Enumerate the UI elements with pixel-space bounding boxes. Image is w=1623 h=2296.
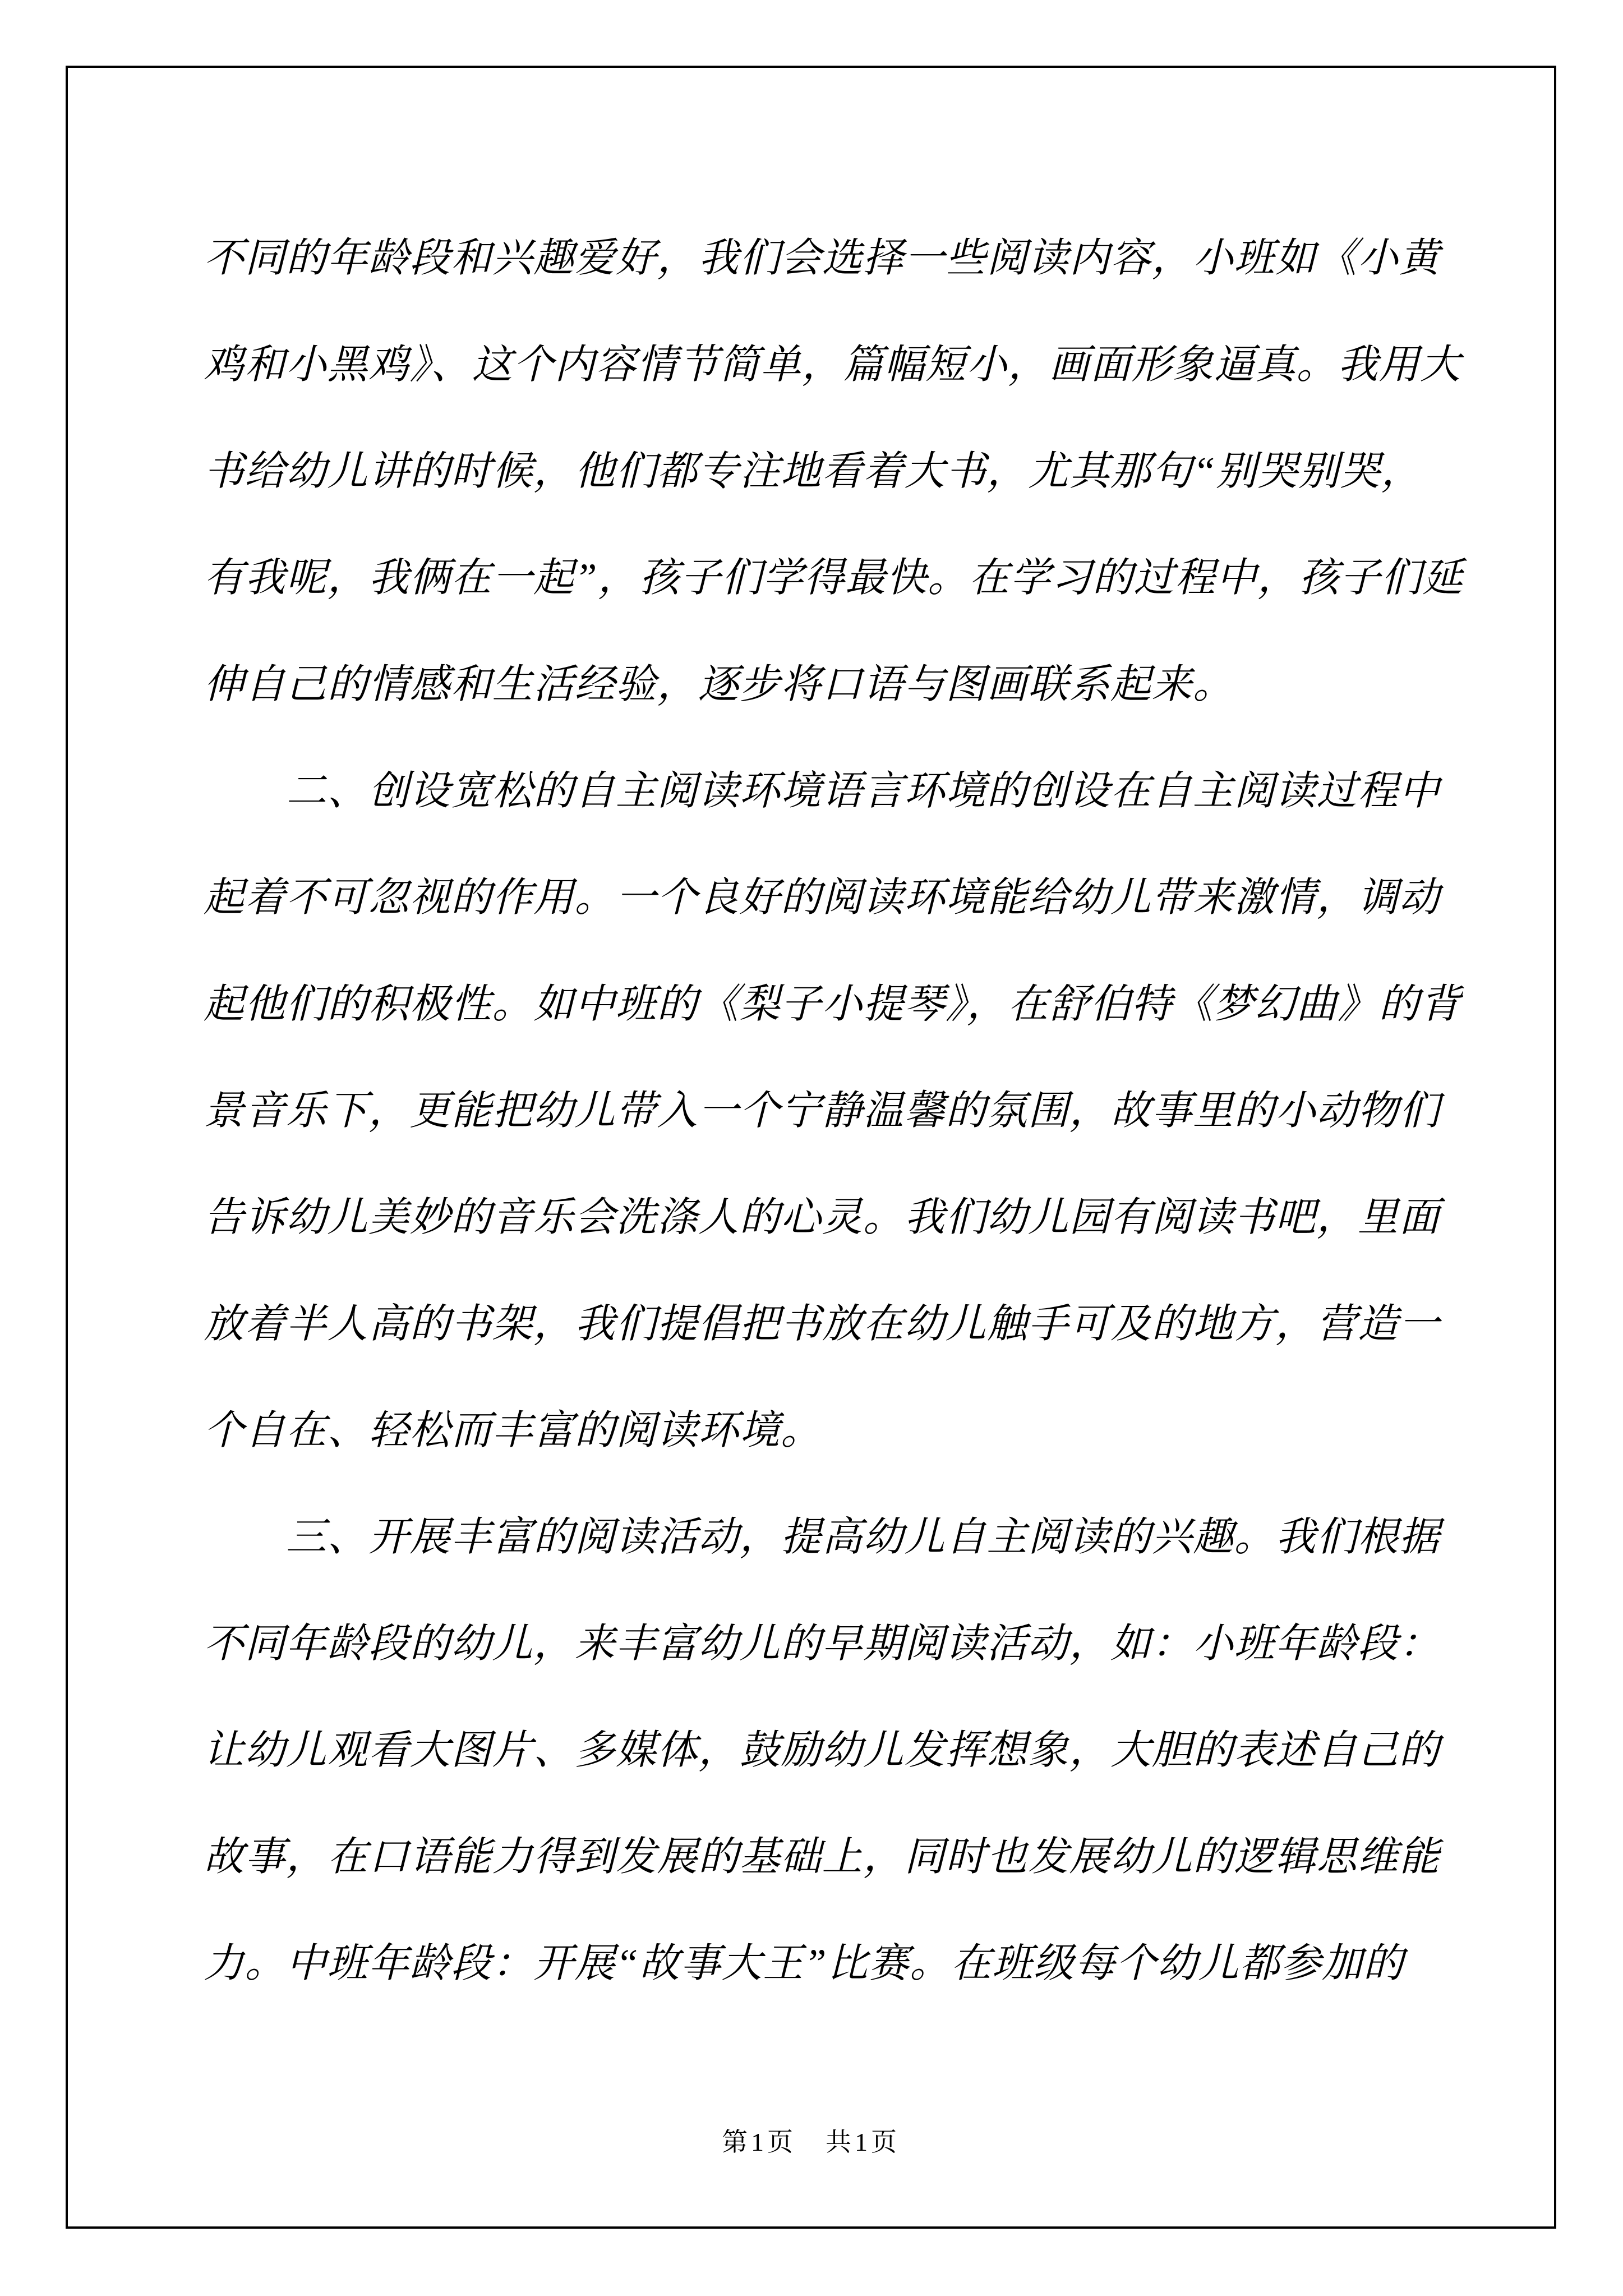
text-line: 放着半人高的书架，我们提倡把书放在幼儿触手可及的地方，营造一	[204, 1301, 1441, 1346]
page-footer	[68, 2123, 1554, 2162]
text-line: 二、创设宽松的自主阅读环境语言环境的创设在自主阅读过程中	[286, 769, 1441, 813]
text-line: 景音乐下，更能把幼儿带入一个宁静温馨的氛围，故事里的小动物们	[204, 1088, 1441, 1133]
text-line: 伸自己的情感和生活经验，逐步将口语与图画联系起来。	[204, 662, 1234, 707]
paragraph	[204, 205, 1488, 738]
text-line: 起他们的积极性。如中班的《梨子小提琴》，在舒伯特《梦幻曲》的背	[204, 982, 1461, 1027]
page-number-label: 第1页 共1页	[722, 2128, 900, 2156]
text-line: 起着不可忽视的作用。一个良好的阅读环境能给幼儿带来激情，调动	[204, 875, 1441, 920]
text-line: 有我呢，我俩在一起”，孩子们学得最快。在学习的过程中，孩子们延	[204, 555, 1464, 600]
text-line: 告诉幼儿美妙的音乐会洗涤人的心灵。我们幼儿园有阅读书吧，里面	[204, 1195, 1441, 1240]
text-line: 不同年龄段的幼儿，来丰富幼儿的早期阅读活动，如：小班年龄段：	[204, 1621, 1441, 1666]
paragraph	[204, 1484, 1488, 2017]
document-text	[204, 205, 1488, 2017]
page-border-frame	[66, 66, 1556, 2229]
text-line: 个自在、轻松而丰富的阅读环境。	[204, 1408, 822, 1453]
paragraph	[204, 738, 1488, 1484]
text-line: 让幼儿观看大图片、多媒体，鼓励幼儿发挥想象，大胆的表述自己的	[204, 1728, 1441, 1773]
text-line: 鸡和小黑鸡》、这个内容情节简单，篇幅短小，画面形象逼真。我用大	[204, 342, 1461, 387]
text-line: 力。中班年龄段：开展“故事大王”比赛。在班级每个幼儿都参加的	[204, 1941, 1405, 1986]
text-line: 三、开展丰富的阅读活动，提高幼儿自主阅读的兴趣。我们根据	[286, 1515, 1441, 1559]
text-line: 不同的年龄段和兴趣爱好，我们会选择一些阅读内容，小班如《小黄	[204, 236, 1441, 280]
text-line: 故事，在口语能力得到发展的基础上，同时也发展幼儿的逻辑思维能	[204, 1834, 1441, 1879]
text-line: 书给幼儿讲的时候，他们都专注地看着大书，尤其那句“别哭别哭，	[204, 449, 1423, 494]
